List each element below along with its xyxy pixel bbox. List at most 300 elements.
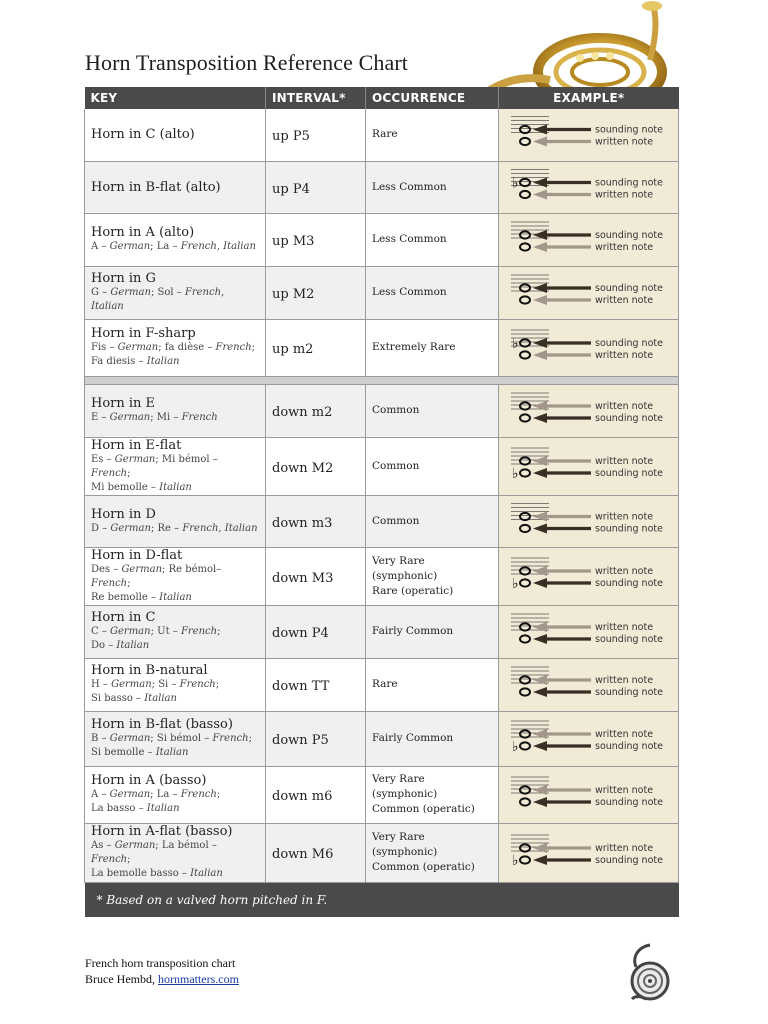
key-cell xyxy=(85,766,266,823)
alt-language: German xyxy=(109,241,151,252)
example-label: sounding note xyxy=(595,796,663,808)
alt-name: Mi bemolle – xyxy=(91,481,160,493)
table-row xyxy=(85,711,679,766)
interval-value: down P5 xyxy=(272,733,329,748)
key-cell xyxy=(85,384,266,437)
key-name: Horn in C xyxy=(91,610,156,625)
example-cell xyxy=(499,766,679,823)
occurrence-text xyxy=(372,677,492,692)
interval-value: up P4 xyxy=(272,181,310,197)
occurrence-cell xyxy=(366,266,499,319)
key-alt-names xyxy=(91,639,259,653)
arrow-head-icon xyxy=(533,729,547,739)
example-label: sounding note xyxy=(595,337,663,349)
occurrence-cell xyxy=(366,213,499,266)
occurrence-cell xyxy=(366,605,499,658)
alt-name: ; xyxy=(127,854,131,865)
key-alt-names xyxy=(91,839,259,867)
header-occurrence: OCCURRENCE xyxy=(366,87,499,109)
table-body xyxy=(85,109,679,917)
key-alt-names xyxy=(91,867,259,881)
alt-language: German xyxy=(117,342,159,353)
key-name: Horn in A (basso) xyxy=(91,773,207,788)
occurrence-cell xyxy=(366,437,499,495)
whole-note xyxy=(520,457,530,464)
arrow-head-icon xyxy=(533,242,547,252)
example-cell xyxy=(499,161,679,213)
alt-language: French xyxy=(91,577,128,589)
example-cell xyxy=(499,605,679,658)
alt-language: French xyxy=(181,412,218,423)
notation-example xyxy=(499,267,678,319)
example-label: written note xyxy=(595,349,654,361)
table-row xyxy=(85,109,679,161)
header-example: EXAMPLE* xyxy=(499,87,679,109)
example-label: sounding note xyxy=(595,854,663,866)
interval-value: down P4 xyxy=(272,626,329,641)
interval-cell xyxy=(266,658,366,711)
alt-name: Do – xyxy=(91,640,117,651)
key-alt-names xyxy=(91,522,259,536)
french-horn-illustration xyxy=(480,0,680,92)
example-label: sounding note xyxy=(595,633,663,645)
notation-example xyxy=(499,712,678,766)
arrow-head-icon xyxy=(533,687,547,697)
alt-name: C – xyxy=(91,626,111,637)
interval-value: up P5 xyxy=(272,129,310,145)
key-cell xyxy=(85,605,266,658)
key-alt-names xyxy=(91,341,259,355)
key-name: Horn in A (alto) xyxy=(91,225,195,240)
whole-note xyxy=(520,178,530,185)
credit-block xyxy=(85,955,239,987)
alt-language: French xyxy=(180,789,217,800)
key-alt-names xyxy=(91,286,259,314)
example-label: sounding note xyxy=(595,124,663,136)
whole-note xyxy=(520,339,530,346)
table-row xyxy=(85,547,679,605)
key-cell xyxy=(85,109,266,161)
whole-note xyxy=(520,786,530,793)
whole-note xyxy=(520,730,530,737)
alt-language: French xyxy=(215,342,252,353)
alt-name: Des – xyxy=(91,563,122,575)
interval-value: down M2 xyxy=(272,460,334,476)
key-cell xyxy=(85,161,266,213)
alt-name: ; xyxy=(248,733,252,744)
group-separator xyxy=(85,376,679,384)
arrow-head-icon xyxy=(533,137,547,147)
flat-sign-icon: ♭ xyxy=(512,576,519,592)
notation-example xyxy=(499,214,678,266)
alt-language: German xyxy=(109,789,151,800)
whole-note xyxy=(520,231,530,238)
table-row xyxy=(85,823,679,882)
occurrence-text xyxy=(372,232,492,247)
example-label: written note xyxy=(595,294,654,306)
occurrence-text xyxy=(372,731,492,746)
occurrence-line: Common xyxy=(372,459,420,472)
key-name: Horn in F-sharp xyxy=(91,326,196,341)
key-cell xyxy=(85,658,266,711)
arrow-head-icon xyxy=(533,511,547,521)
key-name: Horn in B-flat (alto) xyxy=(91,179,221,195)
key-name: Horn in E xyxy=(91,396,156,411)
alt-name: Es – xyxy=(91,453,115,465)
interval-cell xyxy=(266,547,366,605)
notation-example xyxy=(499,320,678,376)
alt-language: German xyxy=(111,679,152,690)
arrow-head-icon xyxy=(533,177,547,187)
whole-note xyxy=(520,635,530,642)
arrow-head-icon xyxy=(533,468,547,478)
arrow-head-icon xyxy=(533,283,547,293)
whole-note xyxy=(520,402,530,409)
occurrence-line: Rare xyxy=(372,678,398,690)
example-cell xyxy=(499,213,679,266)
alt-language: German xyxy=(110,626,151,637)
alt-name: H – xyxy=(91,679,112,690)
arrow-head-icon xyxy=(533,634,547,644)
occurrence-text xyxy=(372,830,492,875)
example-label: sounding note xyxy=(595,468,663,479)
whole-note xyxy=(520,524,530,531)
alt-language: German xyxy=(121,563,163,575)
example-label: sounding note xyxy=(595,740,663,752)
interval-cell xyxy=(266,319,366,376)
example-label: written note xyxy=(595,728,654,740)
whole-note xyxy=(520,512,530,519)
alt-language: French xyxy=(91,854,128,865)
whole-note xyxy=(520,284,530,291)
example-label: sounding note xyxy=(595,229,663,241)
arrow-head-icon xyxy=(533,675,547,685)
key-name: Horn in D-flat xyxy=(91,547,183,563)
interval-cell xyxy=(266,266,366,319)
interval-value: down M3 xyxy=(272,570,334,586)
example-label: written note xyxy=(595,511,654,522)
alt-name: ; La bémol – xyxy=(155,840,217,851)
alt-name: D – xyxy=(91,522,111,534)
alt-name: ; xyxy=(251,342,256,353)
key-alt-names xyxy=(91,692,259,706)
key-name: Horn in E-flat xyxy=(91,437,182,453)
example-label: written note xyxy=(595,674,654,686)
whole-note xyxy=(520,138,530,145)
alt-name: ; fa dièse – xyxy=(158,342,216,353)
alt-language: German xyxy=(109,733,151,744)
key-cell xyxy=(85,266,266,319)
whole-note xyxy=(520,126,530,133)
interval-cell xyxy=(266,766,366,823)
occurrence-line: Common (operatic) xyxy=(372,803,475,815)
alt-name: Re bemolle – xyxy=(91,591,160,603)
key-alt-names xyxy=(91,732,259,746)
flat-sign-icon: ♭ xyxy=(512,175,519,191)
notation-example xyxy=(499,767,678,823)
notation-example xyxy=(499,824,678,882)
occurrence-cell xyxy=(366,547,499,605)
page-title: Horn Transposition Reference Chart xyxy=(85,50,408,75)
alt-name: ; La – xyxy=(150,789,181,800)
key-cell xyxy=(85,213,266,266)
example-cell xyxy=(499,658,679,711)
occurrence-line: Fairly Common xyxy=(372,732,454,744)
notation-example xyxy=(499,496,678,547)
alt-name: ; Si bémol – xyxy=(150,733,213,744)
interval-value: down m2 xyxy=(272,405,333,420)
alt-language: German xyxy=(110,522,151,534)
interval-value: down M6 xyxy=(272,847,334,862)
key-cell xyxy=(85,823,266,882)
example-label: sounding note xyxy=(595,412,663,424)
example-cell xyxy=(499,495,679,547)
table-row xyxy=(85,605,679,658)
whole-note xyxy=(520,567,530,574)
example-label: written note xyxy=(595,136,654,148)
occurrence-text xyxy=(372,127,492,142)
key-alt-names xyxy=(91,240,259,254)
alt-language: Italian xyxy=(146,803,180,814)
arrow-head-icon xyxy=(533,741,547,751)
key-alt-names xyxy=(91,563,259,591)
occurrence-line: Rare xyxy=(372,128,398,141)
whole-note xyxy=(520,688,530,695)
example-label: written note xyxy=(595,189,654,200)
alt-name: G – xyxy=(91,287,111,298)
occurrence-cell xyxy=(366,766,499,823)
alt-name: Si basso – xyxy=(91,693,145,704)
flat-sign-icon: ♭ xyxy=(512,335,519,352)
example-label: written note xyxy=(595,784,654,796)
transposition-table xyxy=(84,87,679,917)
arrow-head-icon xyxy=(533,189,547,199)
alt-language: German xyxy=(114,453,156,465)
whole-note xyxy=(520,623,530,630)
example-label: written note xyxy=(595,400,654,412)
credit-author: Bruce Hembd, xyxy=(85,972,158,986)
alt-name: ; xyxy=(217,626,221,637)
example-cell xyxy=(499,384,679,437)
notation-example xyxy=(499,109,678,160)
alt-language: French, Italian xyxy=(91,287,225,312)
key-cell xyxy=(85,319,266,376)
interval-cell xyxy=(266,384,366,437)
key-alt-names xyxy=(91,802,259,816)
arrow-head-icon xyxy=(533,797,547,807)
example-label: written note xyxy=(595,566,654,577)
alt-language: French xyxy=(179,679,216,690)
occurrence-cell xyxy=(366,823,499,882)
occurrence-text xyxy=(372,624,492,639)
key-cell xyxy=(85,711,266,766)
table-row xyxy=(85,384,679,437)
occurrence-line: Common (operatic) xyxy=(372,861,475,873)
alt-language: French, Italian xyxy=(180,241,256,252)
key-cell xyxy=(85,495,266,547)
key-name: Horn in D xyxy=(91,506,156,522)
alt-name: ; xyxy=(127,467,131,479)
interval-value: down TT xyxy=(272,679,330,694)
alt-name: Fa diesis – xyxy=(91,356,147,367)
occurrence-cell xyxy=(366,495,499,547)
example-label: written note xyxy=(595,621,654,633)
occurrence-cell xyxy=(366,658,499,711)
alt-name: ; Si – xyxy=(151,679,180,690)
table-row xyxy=(85,213,679,266)
alt-language: French xyxy=(91,467,128,479)
key-alt-names xyxy=(91,411,259,425)
alt-name: As – xyxy=(91,840,115,851)
interval-cell xyxy=(266,711,366,766)
flat-sign-icon: ♭ xyxy=(512,738,519,755)
alt-name: ; Ut – xyxy=(150,626,181,637)
occurrence-cell xyxy=(366,711,499,766)
notation-example xyxy=(499,606,678,658)
whole-note xyxy=(520,856,530,863)
key-name: Horn in C (alto) xyxy=(91,127,195,143)
alt-language: Italian xyxy=(159,591,192,603)
occurrence-line: Very Rare (symphonic) xyxy=(372,831,438,858)
occurrence-text xyxy=(372,459,492,474)
key-alt-names xyxy=(91,625,259,639)
interval-value: up M3 xyxy=(272,234,315,249)
alt-language: German xyxy=(109,412,151,423)
table-row xyxy=(85,161,679,213)
alt-language: German xyxy=(110,287,151,298)
key-name: Horn in B-natural xyxy=(91,663,208,678)
alt-language: Italian xyxy=(159,481,192,493)
table-row xyxy=(85,319,679,376)
key-alt-names xyxy=(91,788,259,802)
alt-language: French xyxy=(212,733,249,744)
whole-note xyxy=(520,676,530,683)
alt-name: ; Re bémol– xyxy=(162,563,222,575)
example-cell xyxy=(499,547,679,605)
flat-sign-icon: ♭ xyxy=(512,466,519,482)
whole-note xyxy=(520,414,530,421)
whole-note xyxy=(520,798,530,805)
example-label: written note xyxy=(595,241,654,253)
key-alt-names xyxy=(91,591,259,605)
table-row xyxy=(85,658,679,711)
interval-cell xyxy=(266,823,366,882)
example-label: sounding note xyxy=(595,523,663,534)
flat-sign-icon: ♭ xyxy=(512,852,519,869)
interval-cell xyxy=(266,161,366,213)
alt-name: B – xyxy=(91,733,110,744)
alt-name: E – xyxy=(91,412,110,423)
alt-name: La bemolle basso – xyxy=(91,868,191,879)
example-cell xyxy=(499,823,679,882)
occurrence-text xyxy=(372,514,492,529)
alt-name: ; xyxy=(215,679,220,690)
example-cell xyxy=(499,109,679,161)
occurrence-text xyxy=(372,285,492,300)
alt-name: Si bemolle – xyxy=(91,747,156,758)
interval-value: up M2 xyxy=(272,287,315,302)
header-key: KEY xyxy=(85,87,266,109)
key-name: Horn in A-flat (basso) xyxy=(91,824,233,839)
occurrence-cell xyxy=(366,384,499,437)
alt-name: ; Sol – xyxy=(150,287,185,298)
key-alt-names xyxy=(91,453,259,481)
notation-example xyxy=(499,440,678,492)
key-alt-names xyxy=(91,678,259,692)
alt-language: Italian xyxy=(146,356,180,367)
occurrence-line: Less Common xyxy=(372,180,447,193)
alt-language: Italian xyxy=(155,747,189,758)
key-name: Horn in G xyxy=(91,271,156,286)
example-label: written note xyxy=(595,842,654,854)
occurrence-cell xyxy=(366,109,499,161)
whole-note xyxy=(520,296,530,303)
notation-example xyxy=(499,162,678,213)
notation-example xyxy=(499,385,678,437)
alt-language: Italian xyxy=(190,868,223,879)
arrow-head-icon xyxy=(533,566,547,576)
arrow-head-icon xyxy=(533,350,547,360)
occurrence-line: Very Rare (symphonic) xyxy=(372,773,438,800)
key-name: Horn in B-flat (basso) xyxy=(91,717,233,732)
whole-note xyxy=(520,351,530,358)
horn-logo-icon xyxy=(626,943,674,1005)
separator-cell xyxy=(85,376,679,384)
occurrence-text xyxy=(372,403,492,418)
occurrence-line: Rare (operatic) xyxy=(372,584,454,597)
arrow-head-icon xyxy=(533,622,547,632)
occurrence-line: Less Common xyxy=(372,233,447,245)
arrow-head-icon xyxy=(533,843,547,853)
arrow-head-icon xyxy=(533,338,547,348)
whole-note xyxy=(520,844,530,851)
example-label: sounding note xyxy=(595,282,663,294)
alt-language: French, Italian xyxy=(182,522,258,534)
interval-cell xyxy=(266,437,366,495)
whole-note xyxy=(520,469,530,476)
notation-example xyxy=(499,659,678,711)
table-row xyxy=(85,495,679,547)
table-row xyxy=(85,766,679,823)
whole-note xyxy=(520,243,530,250)
alt-name: ; Re – xyxy=(150,522,183,534)
footnote-text: * Based on a valved horn pitched in F. xyxy=(85,882,679,917)
occurrence-text xyxy=(372,340,492,355)
hornmatters-link[interactable]: hornmatters.com xyxy=(157,972,239,986)
alt-name: A – xyxy=(91,789,110,800)
key-cell xyxy=(85,437,266,495)
arrow-head-icon xyxy=(533,295,547,305)
alt-name: ; xyxy=(216,789,221,800)
interval-value: down m3 xyxy=(272,515,333,531)
interval-cell xyxy=(266,109,366,161)
arrow-head-icon xyxy=(533,523,547,533)
header-interval: INTERVAL* xyxy=(266,87,366,109)
interval-value: up m2 xyxy=(272,342,314,357)
occurrence-line: Less Common xyxy=(372,286,447,298)
example-label: written note xyxy=(595,456,654,467)
alt-name: ; xyxy=(127,577,131,589)
occurrence-cell xyxy=(366,319,499,376)
table-row xyxy=(85,266,679,319)
alt-language: French xyxy=(180,626,218,637)
alt-name: A – xyxy=(91,241,110,252)
key-alt-names xyxy=(91,355,259,369)
table-header-row xyxy=(85,87,679,109)
whole-note xyxy=(520,742,530,749)
example-cell xyxy=(499,266,679,319)
alt-language: Italian xyxy=(116,640,150,651)
